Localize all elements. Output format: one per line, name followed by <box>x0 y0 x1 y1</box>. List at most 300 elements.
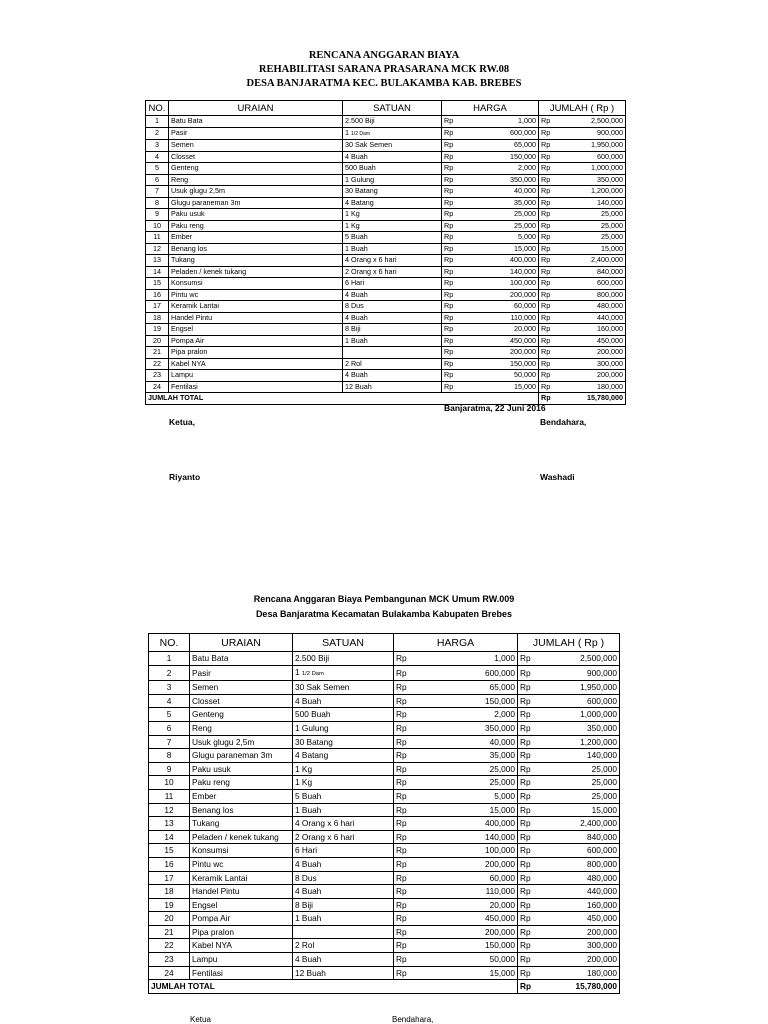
row-jumlah: 160,000 <box>558 324 626 336</box>
row-harga: 50,000 <box>416 953 518 967</box>
row-harga: 40,000 <box>461 186 539 198</box>
row-harga-currency: Rp <box>394 749 416 763</box>
row-harga: 2,000 <box>416 708 518 722</box>
row-satuan: 1 Buah <box>343 335 442 347</box>
row-harga-currency: Rp <box>394 817 416 831</box>
table-header-row <box>146 101 626 116</box>
row-jumlah: 1,000,000 <box>558 163 626 175</box>
row-jumlah: 300,000 <box>558 358 626 370</box>
row-uraian: Handel Pintu <box>190 885 293 899</box>
row-jumlah-currency: Rp <box>539 358 558 370</box>
row-jumlah-currency: Rp <box>539 243 558 255</box>
row-jumlah-currency: Rp <box>539 381 558 393</box>
row-harga-currency: Rp <box>442 255 461 267</box>
row-harga-currency: Rp <box>442 127 461 140</box>
header-no: NO. <box>146 101 169 116</box>
row-harga-currency: Rp <box>394 803 416 817</box>
row-uraian: Batu Bata <box>190 652 293 666</box>
row-harga-currency: Rp <box>394 939 416 953</box>
header-harga: HARGA <box>394 634 518 652</box>
row-harga-currency: Rp <box>394 898 416 912</box>
row-no: 8 <box>149 749 190 763</box>
row-uraian: Semen <box>169 140 343 152</box>
row-jumlah: 800,000 <box>558 289 626 301</box>
row-harga-currency: Rp <box>394 721 416 735</box>
row-satuan: 2.500 Biji <box>343 116 442 128</box>
row-satuan: 4 Batang <box>343 197 442 209</box>
table-row <box>149 762 620 776</box>
total-row <box>149 980 620 994</box>
row-satuan-note: 1/2 Dam <box>301 670 324 677</box>
row-jumlah-currency: Rp <box>518 803 538 817</box>
row-satuan: 1 Kg <box>343 209 442 221</box>
row-harga-currency: Rp <box>442 140 461 152</box>
table-row <box>149 871 620 885</box>
row-jumlah-currency: Rp <box>518 912 538 926</box>
doc1-title-line3: DESA BANJARATMA KEC. BULAKAMBA KAB. BREBES <box>246 78 522 89</box>
row-satuan: 1 Kg <box>293 776 394 790</box>
row-uraian: Glugu paraneman 3m <box>169 197 343 209</box>
row-satuan: 30 Sak Semen <box>293 681 394 695</box>
row-harga-currency: Rp <box>394 830 416 844</box>
row-jumlah-currency: Rp <box>539 301 558 313</box>
row-harga-currency: Rp <box>394 776 416 790</box>
row-harga: 450,000 <box>461 335 539 347</box>
row-uraian: Benang los <box>169 243 343 255</box>
table-row <box>146 151 626 163</box>
row-jumlah: 1,200,000 <box>538 735 620 749</box>
row-uraian: Tukang <box>169 255 343 267</box>
row-jumlah-currency: Rp <box>539 370 558 382</box>
row-uraian: Semen <box>190 681 293 695</box>
table-row <box>146 278 626 290</box>
row-no: 14 <box>146 266 169 278</box>
doc1-title-line1: RENCANA ANGGARAN BIAYA <box>308 50 460 61</box>
row-harga-currency: Rp <box>442 324 461 336</box>
row-jumlah: 25,000 <box>558 220 626 232</box>
row-uraian: Paku usuk <box>169 209 343 221</box>
table-row <box>149 665 620 681</box>
row-no: 9 <box>146 209 169 221</box>
row-no: 16 <box>149 857 190 871</box>
row-harga: 200,000 <box>461 289 539 301</box>
row-no: 4 <box>146 151 169 163</box>
row-jumlah-currency: Rp <box>518 652 538 666</box>
row-jumlah: 140,000 <box>538 749 620 763</box>
row-harga-currency: Rp <box>442 381 461 393</box>
row-harga-currency: Rp <box>442 301 461 313</box>
row-no: 24 <box>146 381 169 393</box>
row-jumlah-currency: Rp <box>539 174 558 186</box>
row-jumlah: 480,000 <box>558 301 626 313</box>
row-harga: 65,000 <box>461 140 539 152</box>
row-uraian: Genteng <box>169 163 343 175</box>
table-row <box>146 312 626 324</box>
row-harga: 25,000 <box>461 220 539 232</box>
header-jumlah: JUMLAH ( Rp ) <box>539 101 626 116</box>
row-jumlah: 140,000 <box>558 197 626 209</box>
row-satuan <box>293 665 394 681</box>
row-harga-currency: Rp <box>442 312 461 324</box>
table-row <box>149 776 620 790</box>
row-uraian: Batu Bata <box>169 116 343 128</box>
row-uraian: Kabel NYA <box>169 358 343 370</box>
row-uraian: Pipa pralon <box>190 925 293 939</box>
row-uraian: Handel Pintu <box>169 312 343 324</box>
row-harga: 60,000 <box>461 301 539 313</box>
table-row <box>149 898 620 912</box>
row-harga: 20,000 <box>461 324 539 336</box>
table-row <box>149 652 620 666</box>
row-jumlah: 1,000,000 <box>538 708 620 722</box>
row-jumlah: 350,000 <box>538 721 620 735</box>
row-jumlah: 25,000 <box>538 776 620 790</box>
table-row <box>146 347 626 359</box>
row-jumlah: 900,000 <box>558 127 626 140</box>
row-jumlah: 300,000 <box>538 939 620 953</box>
row-harga-currency: Rp <box>442 358 461 370</box>
row-harga: 350,000 <box>461 174 539 186</box>
table-row <box>146 140 626 152</box>
row-satuan: 8 Dus <box>343 301 442 313</box>
row-harga: 35,000 <box>461 197 539 209</box>
row-harga-currency: Rp <box>442 335 461 347</box>
table-row <box>146 324 626 336</box>
row-uraian: Genteng <box>190 708 293 722</box>
row-satuan: 12 Buah <box>293 966 394 980</box>
total-label: JUMLAH TOTAL <box>149 980 394 994</box>
row-satuan: 4 Orang x 6 hari <box>343 255 442 267</box>
row-no: 4 <box>149 694 190 708</box>
row-jumlah-currency: Rp <box>518 925 538 939</box>
row-uraian: Lampu <box>169 370 343 382</box>
table-row <box>149 925 620 939</box>
row-satuan: 4 Buah <box>293 953 394 967</box>
row-jumlah: 25,000 <box>538 762 620 776</box>
row-no: 6 <box>146 174 169 186</box>
row-harga: 200,000 <box>416 925 518 939</box>
row-satuan: 2 Orang x 6 hari <box>343 266 442 278</box>
doc2-budget-table <box>148 633 620 994</box>
row-harga: 25,000 <box>416 762 518 776</box>
doc2-right-role: Bendahara, <box>392 1015 434 1024</box>
row-harga: 140,000 <box>461 266 539 278</box>
row-harga: 40,000 <box>416 735 518 749</box>
row-no: 15 <box>149 844 190 858</box>
row-satuan: 30 Sak Semen <box>343 140 442 152</box>
row-harga: 100,000 <box>416 844 518 858</box>
row-no: 13 <box>149 817 190 831</box>
row-harga: 35,000 <box>416 749 518 763</box>
row-harga: 150,000 <box>461 151 539 163</box>
row-harga: 600,000 <box>461 127 539 140</box>
row-uraian: Reng <box>190 721 293 735</box>
row-harga-currency: Rp <box>394 844 416 858</box>
row-no: 19 <box>146 324 169 336</box>
row-harga: 400,000 <box>461 255 539 267</box>
row-jumlah-currency: Rp <box>539 232 558 244</box>
row-jumlah-currency: Rp <box>539 127 558 140</box>
row-no: 14 <box>149 830 190 844</box>
table-header-row <box>149 634 620 652</box>
row-no: 18 <box>149 885 190 899</box>
row-uraian: Paku reng <box>169 220 343 232</box>
row-jumlah-currency: Rp <box>518 735 538 749</box>
row-no: 17 <box>149 871 190 885</box>
row-harga: 110,000 <box>461 312 539 324</box>
row-no: 7 <box>149 735 190 749</box>
row-no: 12 <box>149 803 190 817</box>
row-jumlah: 600,000 <box>538 694 620 708</box>
row-harga-currency: Rp <box>394 735 416 749</box>
row-no: 20 <box>146 335 169 347</box>
row-uraian: Keramik Lantai <box>190 871 293 885</box>
row-jumlah-currency: Rp <box>539 163 558 175</box>
row-jumlah: 15,000 <box>558 243 626 255</box>
row-no: 1 <box>146 116 169 128</box>
table-row <box>146 197 626 209</box>
row-uraian: Keramik Lantai <box>169 301 343 313</box>
row-jumlah-currency: Rp <box>539 255 558 267</box>
row-no: 6 <box>149 721 190 735</box>
row-satuan: 12 Buah <box>343 381 442 393</box>
row-harga: 200,000 <box>416 857 518 871</box>
row-jumlah: 450,000 <box>558 335 626 347</box>
row-no: 10 <box>146 220 169 232</box>
row-harga-currency: Rp <box>442 289 461 301</box>
row-satuan: 4 Buah <box>343 151 442 163</box>
table-row <box>149 721 620 735</box>
row-jumlah-currency: Rp <box>518 665 538 681</box>
table-row <box>149 844 620 858</box>
table-row <box>146 358 626 370</box>
table-row <box>149 817 620 831</box>
table-row <box>149 966 620 980</box>
table-row <box>146 127 626 140</box>
table-row <box>149 953 620 967</box>
row-satuan-main: 1 <box>295 666 300 677</box>
row-harga-currency: Rp <box>394 953 416 967</box>
row-uraian: Benang los <box>190 803 293 817</box>
row-harga: 100,000 <box>461 278 539 290</box>
row-no: 12 <box>146 243 169 255</box>
table-row <box>146 220 626 232</box>
row-jumlah: 25,000 <box>558 209 626 221</box>
row-uraian: Usuk glugu 2,5m <box>190 735 293 749</box>
row-no: 18 <box>146 312 169 324</box>
row-uraian: Closset <box>169 151 343 163</box>
table-row <box>149 939 620 953</box>
row-no: 21 <box>149 925 190 939</box>
doc1-table-body <box>146 116 626 393</box>
row-jumlah: 2,500,000 <box>538 652 620 666</box>
row-harga: 65,000 <box>416 681 518 695</box>
row-satuan-note: 1/2 Dam <box>351 130 371 137</box>
row-satuan: 1 Kg <box>343 220 442 232</box>
row-harga-currency: Rp <box>442 243 461 255</box>
row-uraian: Peladen / kenek tukang <box>169 266 343 278</box>
row-satuan <box>343 347 442 359</box>
header-satuan: SATUAN <box>293 634 394 652</box>
row-jumlah: 600,000 <box>538 844 620 858</box>
row-jumlah: 15,000 <box>538 803 620 817</box>
row-jumlah: 200,000 <box>558 347 626 359</box>
row-no: 24 <box>149 966 190 980</box>
table-row <box>149 857 620 871</box>
row-harga: 1,000 <box>461 116 539 128</box>
row-uraian: Pompa Air <box>169 335 343 347</box>
table-row <box>149 735 620 749</box>
row-jumlah-currency: Rp <box>518 694 538 708</box>
row-satuan: 1 Gulung <box>293 721 394 735</box>
row-jumlah-currency: Rp <box>518 708 538 722</box>
total-value: 15,780,000 <box>558 393 626 405</box>
row-satuan: 6 Hari <box>293 844 394 858</box>
row-jumlah-currency: Rp <box>539 140 558 152</box>
row-no: 5 <box>146 163 169 175</box>
total-value: 15,780,000 <box>538 980 620 994</box>
row-no: 7 <box>146 186 169 198</box>
row-no: 23 <box>149 953 190 967</box>
row-harga: 110,000 <box>416 885 518 899</box>
header-jumlah: JUMLAH ( Rp ) <box>518 634 620 652</box>
row-no: 2 <box>149 665 190 681</box>
row-satuan: 4 Buah <box>293 885 394 899</box>
row-satuan: 1 Buah <box>293 912 394 926</box>
row-jumlah: 600,000 <box>558 151 626 163</box>
row-jumlah-currency: Rp <box>518 966 538 980</box>
row-no: 11 <box>146 232 169 244</box>
row-jumlah-currency: Rp <box>518 681 538 695</box>
total-spacer <box>394 980 518 994</box>
row-jumlah-currency: Rp <box>518 776 538 790</box>
row-jumlah-currency: Rp <box>539 116 558 128</box>
row-harga: 450,000 <box>416 912 518 926</box>
table-row <box>146 243 626 255</box>
row-uraian: Engsel <box>190 898 293 912</box>
row-satuan <box>293 925 394 939</box>
row-harga-currency: Rp <box>394 871 416 885</box>
row-uraian: Pompa Air <box>190 912 293 926</box>
row-satuan: 5 Buah <box>343 232 442 244</box>
row-satuan: 4 Buah <box>343 312 442 324</box>
row-jumlah: 200,000 <box>558 370 626 382</box>
row-jumlah: 900,000 <box>538 665 620 681</box>
row-satuan: 4 Orang x 6 hari <box>293 817 394 831</box>
table-row <box>149 694 620 708</box>
row-no: 15 <box>146 278 169 290</box>
header-no: NO. <box>149 634 190 652</box>
table-row <box>146 381 626 393</box>
table-row <box>149 789 620 803</box>
row-harga: 25,000 <box>416 776 518 790</box>
row-harga-currency: Rp <box>442 174 461 186</box>
row-harga-currency: Rp <box>442 220 461 232</box>
row-uraian: Usuk glugu 2,5m <box>169 186 343 198</box>
row-jumlah: 450,000 <box>538 912 620 926</box>
row-jumlah: 1,200,000 <box>558 186 626 198</box>
table-row <box>146 232 626 244</box>
row-jumlah: 2,400,000 <box>558 255 626 267</box>
row-satuan: 30 Batang <box>293 735 394 749</box>
row-jumlah-currency: Rp <box>518 844 538 858</box>
row-jumlah: 160,000 <box>538 898 620 912</box>
row-harga: 5,000 <box>416 789 518 803</box>
row-harga-currency: Rp <box>442 266 461 278</box>
row-uraian: Engsel <box>169 324 343 336</box>
row-harga-currency: Rp <box>394 665 416 681</box>
row-harga-currency: Rp <box>442 186 461 198</box>
row-jumlah: 480,000 <box>538 871 620 885</box>
row-no: 3 <box>146 140 169 152</box>
table-row <box>149 803 620 817</box>
row-satuan: 1 Buah <box>343 243 442 255</box>
table-row <box>146 266 626 278</box>
row-no: 23 <box>146 370 169 382</box>
row-harga-currency: Rp <box>394 694 416 708</box>
row-harga: 140,000 <box>416 830 518 844</box>
row-jumlah: 1,950,000 <box>538 681 620 695</box>
row-satuan: 4 Buah <box>293 694 394 708</box>
row-harga-currency: Rp <box>394 925 416 939</box>
row-harga: 50,000 <box>461 370 539 382</box>
doc1-right-role: Bendahara, <box>540 417 587 427</box>
doc2-title-line2: Desa Banjaratma Kecamatan Bulakamba Kabupaten Brebes <box>255 609 513 619</box>
row-satuan: 1 Kg <box>293 762 394 776</box>
header-uraian: URAIAN <box>169 101 343 116</box>
row-harga: 25,000 <box>461 209 539 221</box>
row-satuan: 2.500 Biji <box>293 652 394 666</box>
row-jumlah-currency: Rp <box>518 871 538 885</box>
table-row <box>149 708 620 722</box>
header-uraian: URAIAN <box>190 634 293 652</box>
row-jumlah-currency: Rp <box>518 749 538 763</box>
row-satuan: 5 Buah <box>293 789 394 803</box>
row-harga: 400,000 <box>416 817 518 831</box>
row-jumlah: 350,000 <box>558 174 626 186</box>
row-satuan <box>343 127 442 140</box>
row-uraian: Pintu wc <box>190 857 293 871</box>
row-no: 21 <box>146 347 169 359</box>
row-harga: 150,000 <box>461 358 539 370</box>
row-harga: 15,000 <box>461 243 539 255</box>
row-jumlah-currency: Rp <box>539 347 558 359</box>
row-harga: 200,000 <box>461 347 539 359</box>
doc1-left-name: Riyanto <box>169 472 201 482</box>
row-jumlah-currency: Rp <box>518 953 538 967</box>
row-harga-currency: Rp <box>442 116 461 128</box>
row-harga-currency: Rp <box>394 885 416 899</box>
row-uraian: Ember <box>190 789 293 803</box>
row-no: 9 <box>149 762 190 776</box>
row-satuan: 8 Biji <box>293 898 394 912</box>
row-uraian: Pintu wc <box>169 289 343 301</box>
row-jumlah-currency: Rp <box>518 830 538 844</box>
row-satuan: 8 Dus <box>293 871 394 885</box>
row-uraian: Glugu paraneman 3m <box>190 749 293 763</box>
row-harga: 15,000 <box>461 381 539 393</box>
row-jumlah-currency: Rp <box>539 266 558 278</box>
row-jumlah: 200,000 <box>538 953 620 967</box>
row-jumlah-currency: Rp <box>518 898 538 912</box>
row-no: 22 <box>146 358 169 370</box>
row-no: 2 <box>146 127 169 140</box>
row-jumlah: 840,000 <box>538 830 620 844</box>
row-jumlah: 200,000 <box>538 925 620 939</box>
row-satuan: 4 Batang <box>293 749 394 763</box>
table-row <box>146 163 626 175</box>
row-jumlah: 600,000 <box>558 278 626 290</box>
